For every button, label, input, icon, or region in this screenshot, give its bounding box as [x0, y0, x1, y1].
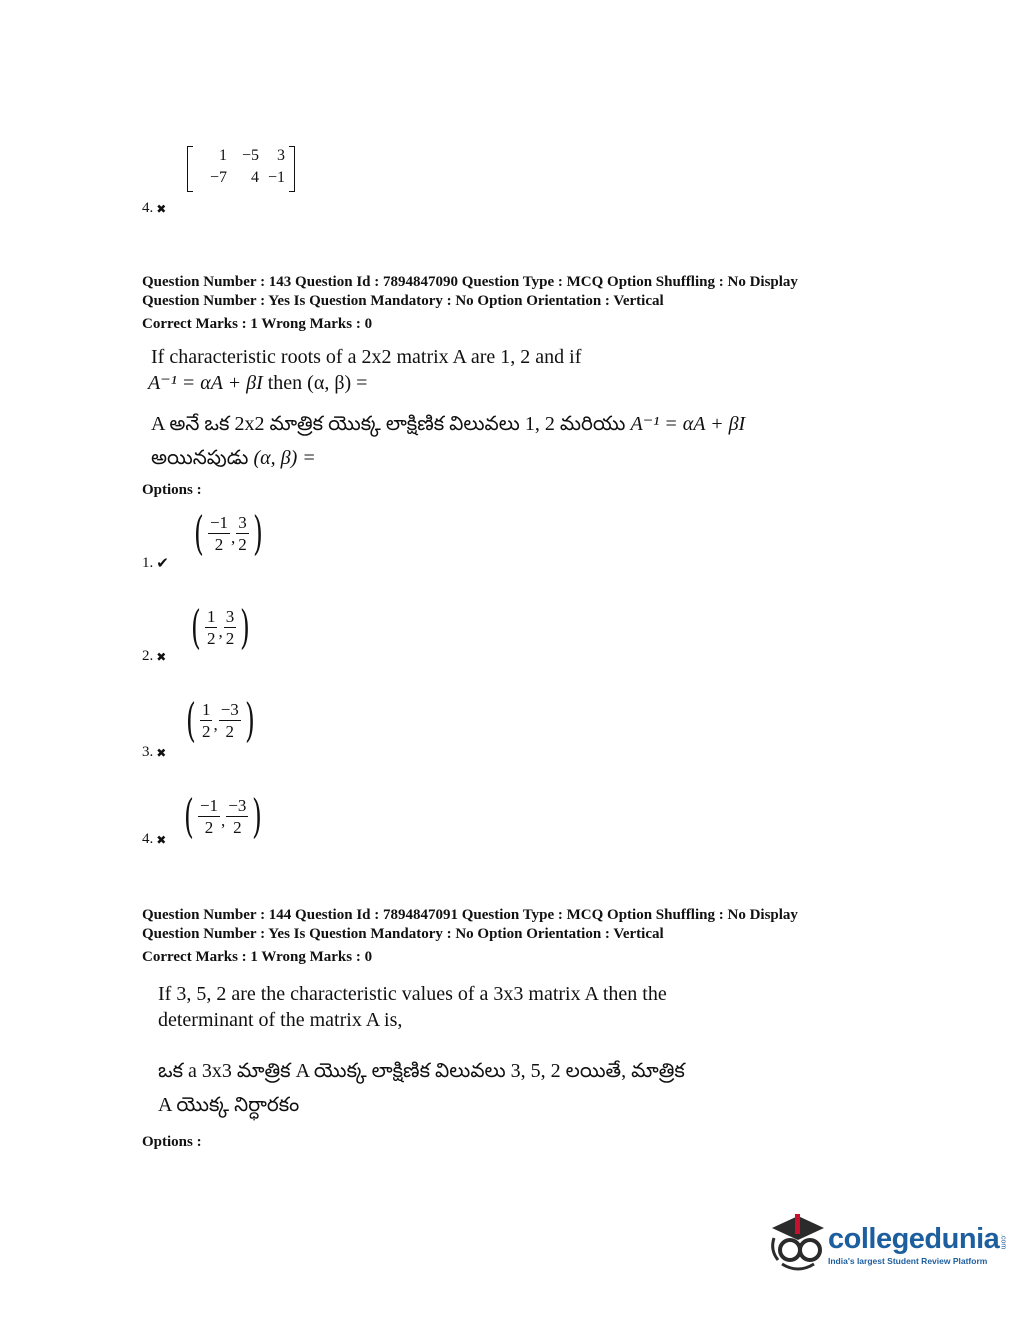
- right-paren: ): [244, 693, 255, 747]
- q143-options-label: Options :: [142, 482, 202, 498]
- denominator: 2: [214, 534, 224, 554]
- option-number-label: 2.: [142, 648, 154, 664]
- fraction: [205, 606, 218, 649]
- denominator: 2: [233, 817, 242, 837]
- numerator: 1: [206, 606, 216, 626]
- right-paren: ): [252, 789, 263, 843]
- q143-english-line2-text: then (α, β) =: [262, 372, 368, 394]
- correct-mark-icon: ✔: [156, 554, 169, 572]
- q143-telugu-line1: [151, 411, 745, 438]
- left-paren: (: [191, 600, 201, 654]
- q143-telugu-line2: [151, 445, 316, 472]
- q143-telugu-line2-text: అయినపుడు: [151, 447, 254, 469]
- option-number-label: 3.: [142, 744, 154, 760]
- q143-meta-line3: Correct Marks : 1 Wrong Marks : 0: [142, 316, 373, 332]
- fraction: [219, 699, 241, 742]
- numerator: −3: [228, 795, 247, 815]
- option-pair: [187, 600, 254, 654]
- left-paren: (: [184, 789, 194, 843]
- left-paren: (: [186, 693, 196, 747]
- q144-options-label: Options :: [142, 1134, 202, 1150]
- option-number-label: 4.: [142, 831, 154, 847]
- matrix-cell: 1: [219, 147, 227, 164]
- right-bracket: [289, 146, 295, 192]
- wrong-mark-icon: ✖: [156, 201, 167, 216]
- q144-meta-line2: Question Number : Yes Is Question Mandatory : No Option Orientation : Vertical: [142, 926, 664, 942]
- collegedunia-logo: [768, 1210, 1006, 1278]
- wrong-mark-icon: ✖: [156, 832, 167, 847]
- matrix-cell: −5: [241, 147, 259, 164]
- denominator: 2: [238, 534, 247, 554]
- option-pair: [190, 506, 267, 560]
- wrong-mark-icon: ✖: [156, 649, 167, 664]
- option-number-label: 4.: [142, 200, 154, 216]
- fraction: [236, 512, 249, 555]
- q144-english-line1: If 3, 5, 2 are the characteristic values of a 3x3 matrix A then the: [158, 983, 667, 1005]
- option-number: [142, 744, 166, 761]
- denominator: 2: [225, 628, 235, 648]
- q144-meta-line3: Correct Marks : 1 Wrong Marks : 0: [142, 949, 373, 965]
- matrix-cell: −7: [209, 169, 227, 186]
- fraction: [198, 795, 220, 838]
- denominator: 2: [206, 628, 216, 648]
- fraction: [208, 512, 230, 555]
- option-pair: [180, 789, 266, 843]
- q143-option-1: [142, 506, 342, 575]
- q143-option-3: [142, 693, 342, 762]
- right-paren: ): [240, 600, 251, 654]
- q143-formula: A⁻¹ = αA + βI: [148, 372, 263, 394]
- q143-telugu-formula: A⁻¹ = αA + βI: [630, 413, 746, 435]
- option-matrix: [187, 146, 295, 192]
- comma: ,: [231, 528, 236, 547]
- numerator: 3: [238, 512, 247, 532]
- option-pair: [182, 693, 259, 747]
- q143-english-line1: If characteristic roots of a 2x2 matrix A are 1, 2 and if: [151, 346, 582, 368]
- numerator: 3: [225, 606, 235, 626]
- q143-meta-line1: Question Number : 143 Question Id : 7894847090 Question Type : MCQ Option Shuffling : No Display: [142, 274, 798, 290]
- q143-option-2: [142, 600, 342, 669]
- option-number: [142, 831, 166, 848]
- right-paren: ): [252, 506, 263, 560]
- comma: ,: [213, 715, 218, 734]
- fraction: [200, 699, 213, 742]
- numerator: −3: [220, 699, 239, 719]
- fraction: [226, 795, 248, 838]
- denominator: 2: [201, 721, 211, 741]
- comma: ,: [218, 622, 223, 641]
- left-paren: (: [194, 506, 204, 560]
- logo-suffix: .com: [999, 1234, 1007, 1250]
- mascot-icon: [768, 1210, 826, 1278]
- option-number: [142, 554, 169, 572]
- q143-option-4: [142, 789, 342, 858]
- q144-meta-line1: Question Number : 144 Question Id : 7894847091 Question Type : MCQ Option Shuffling : No Display: [142, 907, 798, 923]
- option-number: [142, 200, 166, 217]
- q143-meta-line2: Question Number : Yes Is Question Mandatory : No Option Orientation : Vertical: [142, 293, 664, 309]
- option-number-label: 1.: [142, 554, 154, 571]
- q144-telugu-line1: ఒక a 3x3 మాత్రిక A యొక్క లాక్షిణిక విలువలు 3, 5, 2 లయితే, మాత్రిక: [158, 1060, 685, 1082]
- numerator: 1: [201, 699, 211, 719]
- q144-english-line2: determinant of the matrix A is,: [158, 1009, 403, 1031]
- logo-tagline: India's largest Student Review Platform: [828, 1255, 988, 1266]
- matrix-cell: 4: [251, 169, 259, 186]
- matrix-cell: 3: [277, 147, 285, 164]
- option-number: [142, 648, 166, 665]
- numerator: −1: [199, 795, 219, 815]
- denominator: 2: [225, 721, 234, 741]
- q143-telugu-line2-formula: (α, β) =: [253, 447, 316, 469]
- comma: ,: [221, 811, 226, 830]
- numerator: −1: [209, 512, 229, 532]
- q143-english-line2: [148, 370, 367, 397]
- logo-name: collegedunia: [828, 1222, 1000, 1255]
- q143-telugu-line1-text: A అనే ఒక 2x2 మాత్రిక యొక్క లాక్షిణిక విలువలు 1, 2 మరియు: [151, 413, 631, 435]
- fraction: [224, 606, 237, 649]
- q144-telugu-line2: A యొక్క నిర్ధారకం: [158, 1094, 300, 1116]
- wrong-mark-icon: ✖: [156, 745, 167, 760]
- denominator: 2: [204, 817, 214, 837]
- matrix-cell: −1: [267, 169, 285, 186]
